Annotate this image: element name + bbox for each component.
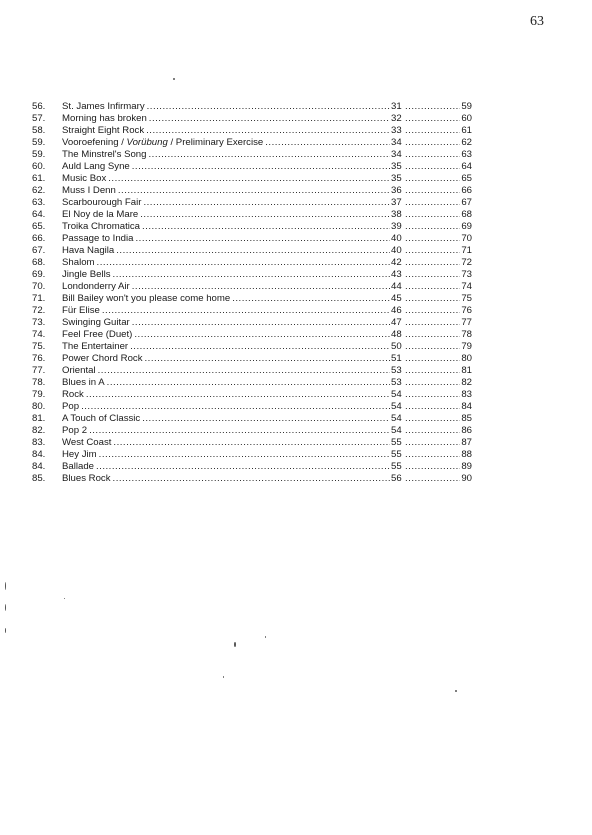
toc-entry-title: Hey Jim: [62, 449, 97, 460]
toc-entry-page-alt: 79: [461, 341, 472, 352]
toc-entry: [32, 197, 472, 209]
toc-entry-page-alt: 61: [461, 125, 472, 136]
dot-leader: [405, 173, 460, 185]
dot-leader: [405, 377, 460, 389]
toc-entry-title: El Noy de la Mare: [62, 209, 139, 220]
toc-entry-page-alt: 60: [461, 113, 472, 124]
toc-entry-number: 78.: [32, 377, 46, 388]
dot-leader: [108, 173, 390, 185]
toc-entry-page: 37: [391, 197, 402, 208]
toc-entry-number: 65.: [32, 221, 46, 232]
toc-entry-title: The Minstrel's Song: [62, 149, 147, 160]
dot-leader: [405, 329, 460, 341]
scan-speck: [5, 582, 6, 590]
toc-entry-title: Scarbourough Fair: [62, 197, 142, 208]
toc-entry: [32, 185, 472, 197]
dot-leader: [143, 197, 390, 209]
toc-entry-page-alt: 66: [461, 185, 472, 196]
dot-leader: [405, 185, 460, 197]
toc-entry-page-alt: 69: [461, 221, 472, 232]
toc-entry-number: 68.: [32, 257, 46, 268]
dot-leader: [149, 113, 390, 125]
dot-leader: [118, 185, 390, 197]
dot-leader: [405, 209, 460, 221]
toc-entry-number: 57.: [32, 113, 46, 124]
toc-entry-page-alt: 80: [461, 353, 472, 364]
toc-entry-number: 74.: [32, 329, 46, 340]
scan-speck: [265, 636, 266, 638]
toc-entry-title: Straight Eight Rock: [62, 125, 145, 136]
toc-entry-title: Auld Lang Syne: [62, 161, 130, 172]
scan-speck: [455, 690, 457, 692]
toc-entry-page: 36: [391, 185, 402, 196]
toc-entry-page: 53: [391, 377, 402, 388]
toc-entry-page-alt: 78: [461, 329, 472, 340]
toc-entry-page: 46: [391, 305, 402, 316]
toc-entry-page-alt: 81: [461, 365, 472, 376]
toc-entry-page: 35: [391, 161, 402, 172]
toc-entry-number: 71.: [32, 293, 46, 304]
toc-entry: [32, 437, 472, 449]
toc-entry-number: 84.: [32, 449, 46, 460]
toc-entry-title: Jingle Bells: [62, 269, 111, 280]
toc-entry: [32, 125, 472, 137]
toc-entry: [32, 137, 472, 149]
dot-leader: [405, 101, 460, 113]
toc-entry-page: 39: [391, 221, 402, 232]
toc-entry-page: 31: [391, 101, 402, 112]
toc-entry-title: Für Elise: [62, 305, 100, 316]
toc-entry-number: 84.: [32, 461, 46, 472]
dot-leader: [146, 125, 390, 137]
dot-leader: [405, 281, 460, 293]
toc-entry: [32, 305, 472, 317]
toc-entry-page-alt: 87: [461, 437, 472, 448]
toc-entry-title: St. James Infirmary: [62, 101, 145, 112]
toc-entry: [32, 281, 472, 293]
toc-entry-title: Passage to India: [62, 233, 134, 244]
dot-leader: [132, 161, 390, 173]
toc-entry-number: 60.: [32, 161, 46, 172]
dot-leader: [405, 257, 460, 269]
toc-entry-title: Power Chord Rock: [62, 353, 143, 364]
toc-entry-number: 67.: [32, 245, 46, 256]
dot-leader: [405, 473, 460, 485]
dot-leader: [405, 437, 460, 449]
toc-entry-number: 73.: [32, 317, 46, 328]
dot-leader: [145, 353, 390, 365]
toc-entry-page-alt: 90: [461, 473, 472, 484]
dot-leader: [232, 293, 390, 305]
toc-entry-title-part: Vorübung: [126, 137, 168, 148]
scan-speck: [223, 676, 224, 678]
dot-leader: [405, 221, 460, 233]
toc-entry-page: 53: [391, 365, 402, 376]
toc-entry-number: 70.: [32, 281, 46, 292]
toc-entry: [32, 341, 472, 353]
toc-entry-title: Bill Bailey won't you please come home: [62, 293, 231, 304]
toc-entry: [32, 221, 472, 233]
scan-speck: [5, 604, 6, 611]
toc-entry-page-alt: 83: [461, 389, 472, 400]
dot-leader: [132, 317, 390, 329]
toc-entry-title: West Coast: [62, 437, 112, 448]
toc-entry-page: 43: [391, 269, 402, 280]
dot-leader: [405, 401, 460, 413]
dot-leader: [405, 353, 460, 365]
dot-leader: [132, 281, 390, 293]
toc-entry-page: 56: [391, 473, 402, 484]
toc-entry-number: 76.: [32, 353, 46, 364]
toc-entry-page-alt: 70: [461, 233, 472, 244]
toc-entry-page: 54: [391, 389, 402, 400]
dot-leader: [405, 113, 460, 125]
page-number: 63: [530, 14, 544, 29]
toc-entry-title: A Touch of Classic: [62, 413, 141, 424]
dot-leader: [265, 137, 390, 149]
dot-leader: [405, 293, 460, 305]
toc-entry-title: Ballade: [62, 461, 95, 472]
toc-entry-title: Oriental: [62, 365, 96, 376]
dot-leader: [140, 209, 390, 221]
toc-entry-page: 34: [391, 137, 402, 148]
toc-entry-number: 81.: [32, 413, 46, 424]
dot-leader: [102, 305, 390, 317]
dot-leader: [405, 137, 460, 149]
toc-entry-number: 64.: [32, 209, 46, 220]
toc-entry-number: 59.: [32, 137, 46, 148]
toc-entry-page: 35: [391, 173, 402, 184]
toc-entry-number: 61.: [32, 173, 46, 184]
dot-leader: [147, 101, 390, 113]
dot-leader: [405, 449, 460, 461]
dot-leader: [405, 161, 460, 173]
toc-entry: [32, 425, 472, 437]
toc-entry-page: 33: [391, 125, 402, 136]
toc-entry-page: 40: [391, 233, 402, 244]
toc-entry: [32, 413, 472, 425]
toc-entry-title: Pop 2: [62, 425, 88, 436]
toc-entry-number: 72.: [32, 305, 46, 316]
toc-entry-page: 32: [391, 113, 402, 124]
dot-leader: [86, 389, 390, 401]
toc-entry: [32, 353, 472, 365]
scan-speck: [5, 628, 6, 633]
dot-leader: [97, 257, 390, 269]
toc-entry-page-alt: 77: [461, 317, 472, 328]
toc-entry-page-alt: 76: [461, 305, 472, 316]
toc-entry-page-alt: 73: [461, 269, 472, 280]
dot-leader: [405, 341, 460, 353]
toc-entry: [32, 317, 472, 329]
toc-entry: [32, 389, 472, 401]
table-of-contents: [32, 101, 472, 485]
toc-entry: [32, 101, 472, 113]
toc-entry: [32, 245, 472, 257]
dot-leader: [113, 269, 390, 281]
dot-leader: [142, 221, 390, 233]
toc-entry-title: Hava Nagila: [62, 245, 115, 256]
toc-entry-page: 54: [391, 401, 402, 412]
toc-entry-title: Pop: [62, 401, 80, 412]
toc-entry-title: Swinging Guitar: [62, 317, 130, 328]
dot-leader: [96, 461, 390, 473]
toc-entry: [32, 113, 472, 125]
toc-entry: [32, 329, 472, 341]
toc-entry: [32, 161, 472, 173]
toc-entry-title: Blues in A: [62, 377, 105, 388]
scan-speck: [64, 598, 65, 599]
toc-entry-page-alt: 74: [461, 281, 472, 292]
toc-entry-title-part: / Preliminary Exercise: [167, 137, 264, 148]
dot-leader: [130, 341, 390, 353]
dot-leader: [107, 377, 390, 389]
toc-entry-page-alt: 71: [461, 245, 472, 256]
toc-entry-page-alt: 63: [461, 149, 472, 160]
toc-entry-page-alt: 67: [461, 197, 472, 208]
toc-entry-title: Muss I Denn: [62, 185, 116, 196]
toc-entry-title: Morning has broken: [62, 113, 147, 124]
toc-entry-title: [62, 137, 265, 149]
dot-leader: [405, 389, 460, 401]
scan-speck: [234, 642, 236, 647]
dot-leader: [405, 197, 460, 209]
toc-entry-page: 40: [391, 245, 402, 256]
toc-entry: [32, 377, 472, 389]
toc-entry-page-alt: 72: [461, 257, 472, 268]
toc-entry-number: 82.: [32, 425, 46, 436]
toc-entry-number: 62.: [32, 185, 46, 196]
toc-entry-number: 56.: [32, 101, 46, 112]
toc-entry-page: 55: [391, 461, 402, 472]
toc-entry-title: Shalom: [62, 257, 95, 268]
toc-entry-page: 44: [391, 281, 402, 292]
toc-entry-page-alt: 82: [461, 377, 472, 388]
toc-entry-page-alt: 86: [461, 425, 472, 436]
dot-leader: [134, 329, 390, 341]
dot-leader: [113, 473, 390, 485]
toc-entry-title-part: Vooroefening /: [62, 137, 127, 148]
toc-entry-number: 69.: [32, 269, 46, 280]
toc-entry-page: 51: [391, 353, 402, 364]
toc-entry-page-alt: 88: [461, 449, 472, 460]
toc-entry-title: Troika Chromatica: [62, 221, 141, 232]
toc-entry-page: 42: [391, 257, 402, 268]
dot-leader: [99, 449, 390, 461]
toc-entry-number: 85.: [32, 473, 46, 484]
toc-entry: [32, 233, 472, 245]
toc-entry: [32, 269, 472, 281]
toc-entry-page: 50: [391, 341, 402, 352]
toc-entry-title: Music Box: [62, 173, 107, 184]
dot-leader: [98, 365, 390, 377]
toc-entry-page: 38: [391, 209, 402, 220]
dot-leader: [405, 125, 460, 137]
toc-entry: [32, 461, 472, 473]
dot-leader: [135, 233, 390, 245]
toc-entry-number: 75.: [32, 341, 46, 352]
dot-leader: [405, 269, 460, 281]
toc-entry-page-alt: 85: [461, 413, 472, 424]
dot-leader: [405, 317, 460, 329]
toc-entry: [32, 473, 472, 485]
dot-leader: [148, 149, 390, 161]
toc-entry: [32, 365, 472, 377]
toc-entry-page: 48: [391, 329, 402, 340]
toc-entry: [32, 449, 472, 461]
dot-leader: [405, 413, 460, 425]
toc-entry-title: Blues Rock: [62, 473, 111, 484]
toc-entry-title: Rock: [62, 389, 84, 400]
dot-leader: [142, 413, 390, 425]
dot-leader: [405, 365, 460, 377]
toc-entry-page: 54: [391, 413, 402, 424]
toc-entry-number: 79.: [32, 389, 46, 400]
toc-entry-number: 80.: [32, 401, 46, 412]
dot-leader: [405, 245, 460, 257]
toc-entry-page-alt: 64: [461, 161, 472, 172]
toc-entry-page-alt: 84: [461, 401, 472, 412]
toc-entry-title: The Entertainer: [62, 341, 129, 352]
toc-entry-title: Feel Free (Duet): [62, 329, 133, 340]
dot-leader: [405, 305, 460, 317]
toc-entry-number: 83.: [32, 437, 46, 448]
toc-entry-page: 45: [391, 293, 402, 304]
toc-entry-number: 59.: [32, 149, 46, 160]
toc-entry-page: 47: [391, 317, 402, 328]
dot-leader: [405, 233, 460, 245]
toc-entry-page: 54: [391, 425, 402, 436]
toc-entry: [32, 149, 472, 161]
toc-entry-number: 66.: [32, 233, 46, 244]
toc-entry-page-alt: 89: [461, 461, 472, 472]
toc-entry-number: 58.: [32, 125, 46, 136]
toc-entry-page-alt: 68: [461, 209, 472, 220]
toc-entry: [32, 257, 472, 269]
toc-entry-page-alt: 59: [461, 101, 472, 112]
dot-leader: [81, 401, 390, 413]
dot-leader: [405, 425, 460, 437]
toc-entry: [32, 209, 472, 221]
dot-leader: [405, 461, 460, 473]
toc-entry-page: 55: [391, 449, 402, 460]
toc-entry-page: 55: [391, 437, 402, 448]
toc-entry-title: Londonderry Air: [62, 281, 130, 292]
dot-leader: [116, 245, 390, 257]
toc-entry-page-alt: 65: [461, 173, 472, 184]
toc-entry: [32, 173, 472, 185]
toc-entry-page: 34: [391, 149, 402, 160]
scan-speck: [173, 78, 175, 80]
dot-leader: [405, 149, 460, 161]
toc-entry: [32, 293, 472, 305]
toc-entry-number: 77.: [32, 365, 46, 376]
toc-entry: [32, 401, 472, 413]
dot-leader: [113, 437, 390, 449]
toc-entry-page-alt: 62: [461, 137, 472, 148]
toc-entry-number: 63.: [32, 197, 46, 208]
dot-leader: [89, 425, 390, 437]
toc-entry-page-alt: 75: [461, 293, 472, 304]
